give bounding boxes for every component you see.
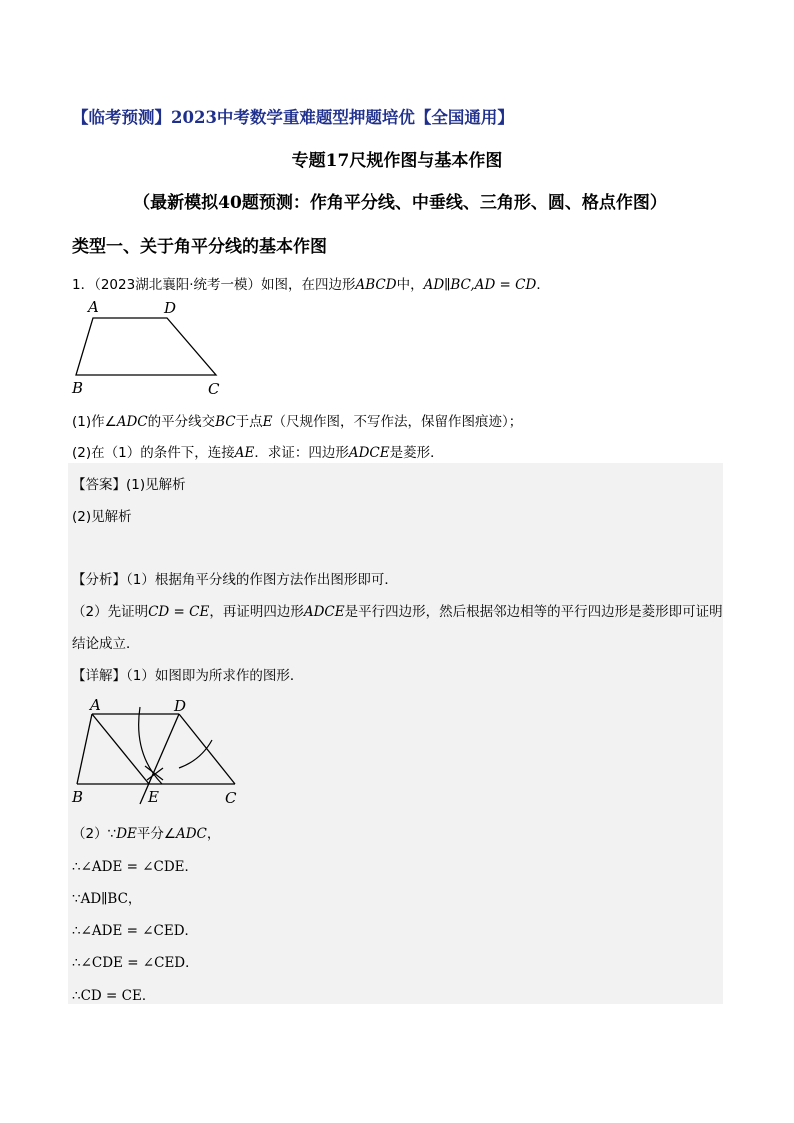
analysis-line-2 bbox=[72, 600, 723, 620]
answer-line-2: (2)见解析 bbox=[72, 509, 132, 525]
problem-stem bbox=[72, 273, 550, 293]
trapezoid-figure bbox=[66, 296, 236, 400]
construction-figure bbox=[66, 692, 256, 810]
proof-text: 平分∠ bbox=[136, 826, 176, 842]
q1-text: (1)作∠ bbox=[72, 414, 117, 430]
label-A: A bbox=[88, 298, 99, 316]
topic-title: 专题17尺规作图与基本作图 bbox=[291, 151, 503, 171]
trapezoid-shape bbox=[76, 318, 216, 375]
section-heading: 类型一、关于角平分线的基本作图 bbox=[72, 237, 327, 257]
analysis-text: （2）先证明 bbox=[72, 604, 149, 620]
analysis-text: ，再证明四边形 bbox=[209, 604, 304, 620]
analysis-label: 【分析】 bbox=[72, 572, 126, 588]
question-1 bbox=[72, 410, 522, 430]
segment-AB bbox=[77, 714, 92, 784]
label-B: B bbox=[72, 788, 84, 806]
q1-text: （尺规作图，不写作法，保留作图痕迹）； bbox=[272, 414, 523, 430]
proof-step-5: ∴∠CDE = ∠CED． bbox=[72, 955, 199, 971]
analysis-math: ADCE bbox=[303, 604, 345, 620]
analysis-math: CD = CE bbox=[148, 604, 210, 620]
problem-source: （2023湖北襄阳·统考一模） bbox=[94, 277, 261, 293]
tag-title: 【临考预测】2023中考数学重难题型押题培优【全国通用】 bbox=[72, 108, 514, 127]
stem-text: 如图，在四边形 bbox=[261, 277, 356, 293]
answer-line-1 bbox=[72, 473, 186, 493]
proof-step-6: ∴CD = CE． bbox=[72, 988, 156, 1004]
label-A: A bbox=[90, 696, 101, 714]
construction-arc-1 bbox=[139, 707, 162, 784]
label-D: D bbox=[174, 697, 187, 715]
proof-step-3: ∵AD∥BC， bbox=[72, 891, 142, 907]
q2-math: ADCE bbox=[348, 445, 390, 461]
problem-number: 1． bbox=[72, 277, 95, 293]
detail-text: （1）如图即为所求作的图形． bbox=[126, 668, 304, 684]
proof-math: DE bbox=[116, 826, 137, 842]
stem-text: ． bbox=[536, 277, 550, 293]
q2-text: 是菱形． bbox=[389, 445, 444, 461]
proof-step-1 bbox=[72, 822, 220, 842]
answer-1: (1)见解析 bbox=[126, 477, 186, 493]
proof-math: ADC bbox=[175, 826, 207, 842]
analysis-line-1 bbox=[72, 568, 398, 588]
stem-math: AD∥BC,AD = CD bbox=[423, 277, 537, 293]
proof-text: （2）∵ bbox=[72, 826, 117, 842]
answer-label: 【答案】 bbox=[72, 477, 126, 493]
q2-text: (2)在（1）的条件下，连接 bbox=[72, 445, 235, 461]
analysis-line-3: 结论成立． bbox=[72, 636, 140, 652]
label-C: C bbox=[208, 380, 220, 398]
q2-math: AE bbox=[234, 445, 255, 461]
proof-step-2: ∴∠ADE = ∠CDE． bbox=[72, 859, 199, 875]
segment-AE bbox=[92, 714, 149, 784]
proof-step-4: ∴∠ADE = ∠CED． bbox=[72, 923, 199, 939]
detail-line-1 bbox=[72, 664, 303, 684]
label-D: D bbox=[164, 299, 177, 317]
q2-text: ．求证：四边形 bbox=[254, 445, 349, 461]
construction-arc-3 bbox=[145, 766, 163, 780]
proof-text: ， bbox=[206, 826, 221, 842]
label-C: C bbox=[225, 789, 237, 807]
analysis-text: 是平行四边形，然后根据邻边相等的平行四边形是菱形即可证明 bbox=[344, 604, 723, 620]
stem-math: ABCD bbox=[355, 277, 397, 293]
construction-arc-2 bbox=[179, 740, 212, 768]
q1-text: 于点 bbox=[235, 414, 263, 430]
topic-subtitle: （最新模拟40题预测：作角平分线、中垂线、三角形、圆、格点作图） bbox=[133, 193, 667, 213]
label-B: B bbox=[72, 379, 84, 397]
q1-math: E bbox=[262, 414, 273, 430]
segment-DC bbox=[179, 714, 235, 784]
stem-text: 中， bbox=[396, 277, 424, 293]
q1-math: ADC bbox=[116, 414, 148, 430]
q1-math: BC bbox=[215, 414, 236, 430]
analysis-text: （1）根据角平分线的作图方法作出图形即可． bbox=[126, 572, 398, 588]
question-2 bbox=[72, 441, 444, 461]
detail-label: 【详解】 bbox=[72, 668, 126, 684]
label-E: E bbox=[148, 788, 159, 806]
q1-text: 的平分线交 bbox=[147, 414, 216, 430]
